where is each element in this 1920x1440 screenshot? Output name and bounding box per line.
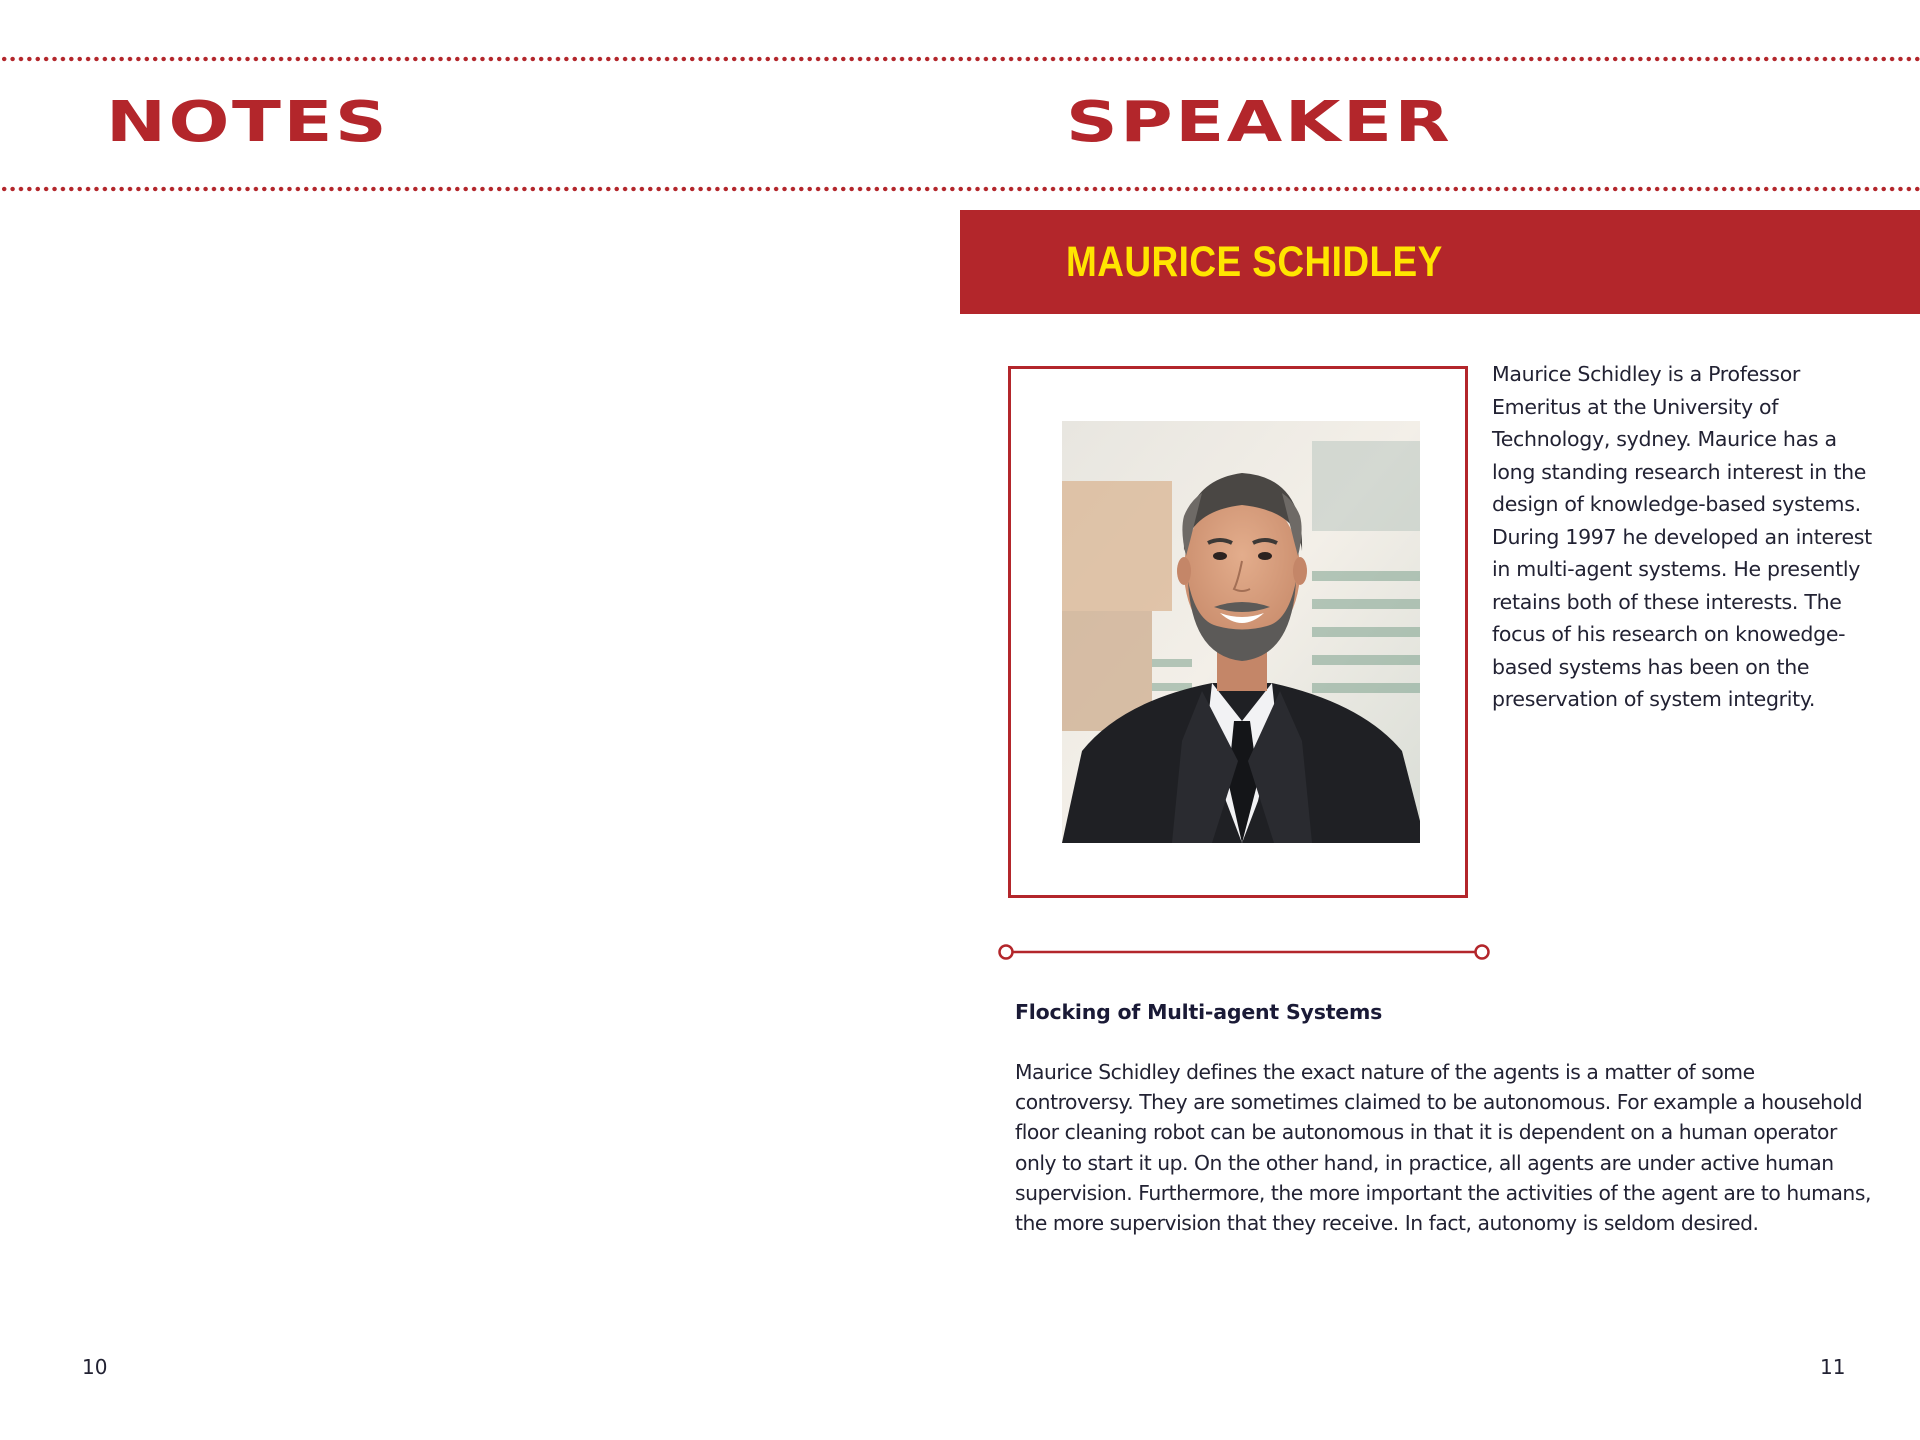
decorative-connector-line (998, 942, 1490, 962)
notes-page-title: NOTES (106, 90, 390, 155)
speaker-name-banner (960, 210, 1920, 314)
speaker-photo-frame (1008, 366, 1468, 898)
top-dotted-rule (0, 56, 1920, 62)
header-dotted-rule (0, 186, 1920, 192)
speaker-bio: Maurice Schidley is a Professor Emeritus at the University of Technology, sydney. Maurice has a long standing research interest in the design of knowledge-based systems. During 1997 he developed an interest in multi-agent systems. He presently retains both of these interests. The focus of his research on knowedge-based systems has been on the preservation of system integrity. (1492, 362, 1872, 711)
left-page-number: 10 (82, 1355, 108, 1379)
talk-description: Maurice Schidley defines the exact nature of the agents is a matter of some controversy. They are sometimes claimed to be autonomous. For example a household floor cleaning robot can be autonomous in that it is dependent on a human operator only to start it up. On the other hand, in practice, all agents are under active human supervision. Furthermore, the more important the activities of the agent are to humans, the more supervision that they receive. In fact, autonomy is seldom desired. (1015, 1060, 1871, 1236)
right-page-number: 11 (1820, 1355, 1846, 1379)
speaker-portrait-image (1062, 421, 1420, 843)
speaker-name: MAURICE SCHIDLEY (1066, 238, 1443, 286)
speaker-page-title: SPEAKER (1066, 90, 1453, 155)
portrait-illustration (1062, 421, 1420, 843)
talk-title: Flocking of Multi-agent Systems (1015, 1000, 1383, 1024)
